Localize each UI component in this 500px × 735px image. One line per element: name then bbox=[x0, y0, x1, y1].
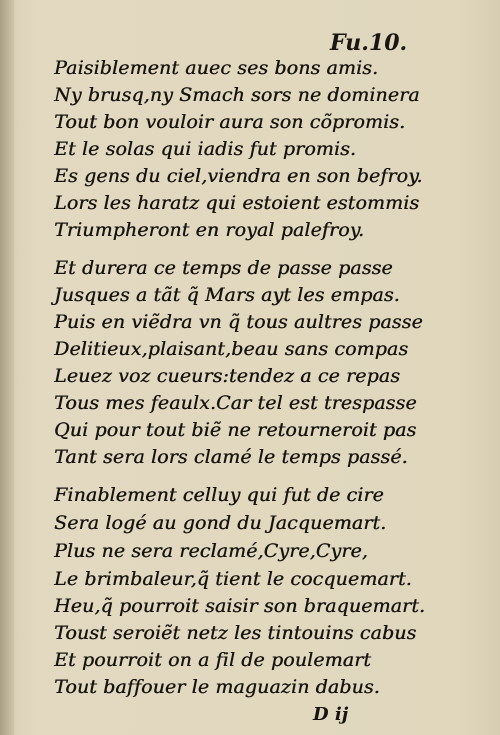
verse-line: Triumpheront en royal palefroy. bbox=[54, 219, 365, 241]
verse-line: Leuez voz cueurs:tendez a ce repas bbox=[54, 365, 401, 387]
verse-line: Es gens du ciel,viendra en son befroy. bbox=[54, 165, 423, 187]
verse-line: Tous mes feaulx.Car tel est trespasse bbox=[54, 392, 417, 414]
verse-line: Delitieux,plaisant,beau sans compas bbox=[54, 338, 409, 360]
verse-line: Qui pour tout biẽ ne retourneroit pas bbox=[54, 419, 417, 441]
folio-number: Fu.10. bbox=[330, 30, 408, 56]
verse-line: Heu,q̃ pourroit saisir son braquemart. bbox=[54, 595, 426, 617]
verse-line: Et durera ce temps de passe passe bbox=[54, 257, 393, 279]
verse-line: Finablement celluy qui fut de cire bbox=[54, 484, 384, 506]
page-gutter bbox=[0, 0, 14, 735]
verse-line: Jusques a tãt q̃ Mars ayt les empas. bbox=[54, 284, 400, 306]
verse-line: Puis en viẽdra vn q̃ tous aultres passe bbox=[54, 311, 423, 333]
verse-line: Tout baffouer le maguazin dabus. bbox=[54, 676, 380, 698]
verse-line: Tant sera lors clamé le temps passé. bbox=[54, 446, 408, 468]
verse-line: Toust seroiẽt netz les tintouins cabus bbox=[54, 622, 417, 644]
verse-line: Lors les haratz qui estoient estommis bbox=[54, 192, 420, 214]
verse-line: Le brimbaleur,q̃ tient le cocquemart. bbox=[54, 568, 412, 590]
verse-line: Et le solas qui iadis fut promis. bbox=[54, 138, 357, 160]
signature-mark: D ij bbox=[313, 704, 349, 725]
verse-line: Paisiblement auec ses bons amis. bbox=[54, 57, 379, 79]
verse-line: Ny brusq,ny Smach sors ne dominera bbox=[54, 84, 420, 106]
verse-line: Sera logé au gond du Jacquemart. bbox=[54, 512, 387, 534]
verse-line: Plus ne sera reclamé,Cyre,Cyre, bbox=[54, 540, 368, 562]
verse-line: Et pourroit on a fil de poulemart bbox=[54, 649, 372, 671]
verse-line: Tout bon vouloir aura son cõpromis. bbox=[54, 111, 406, 133]
